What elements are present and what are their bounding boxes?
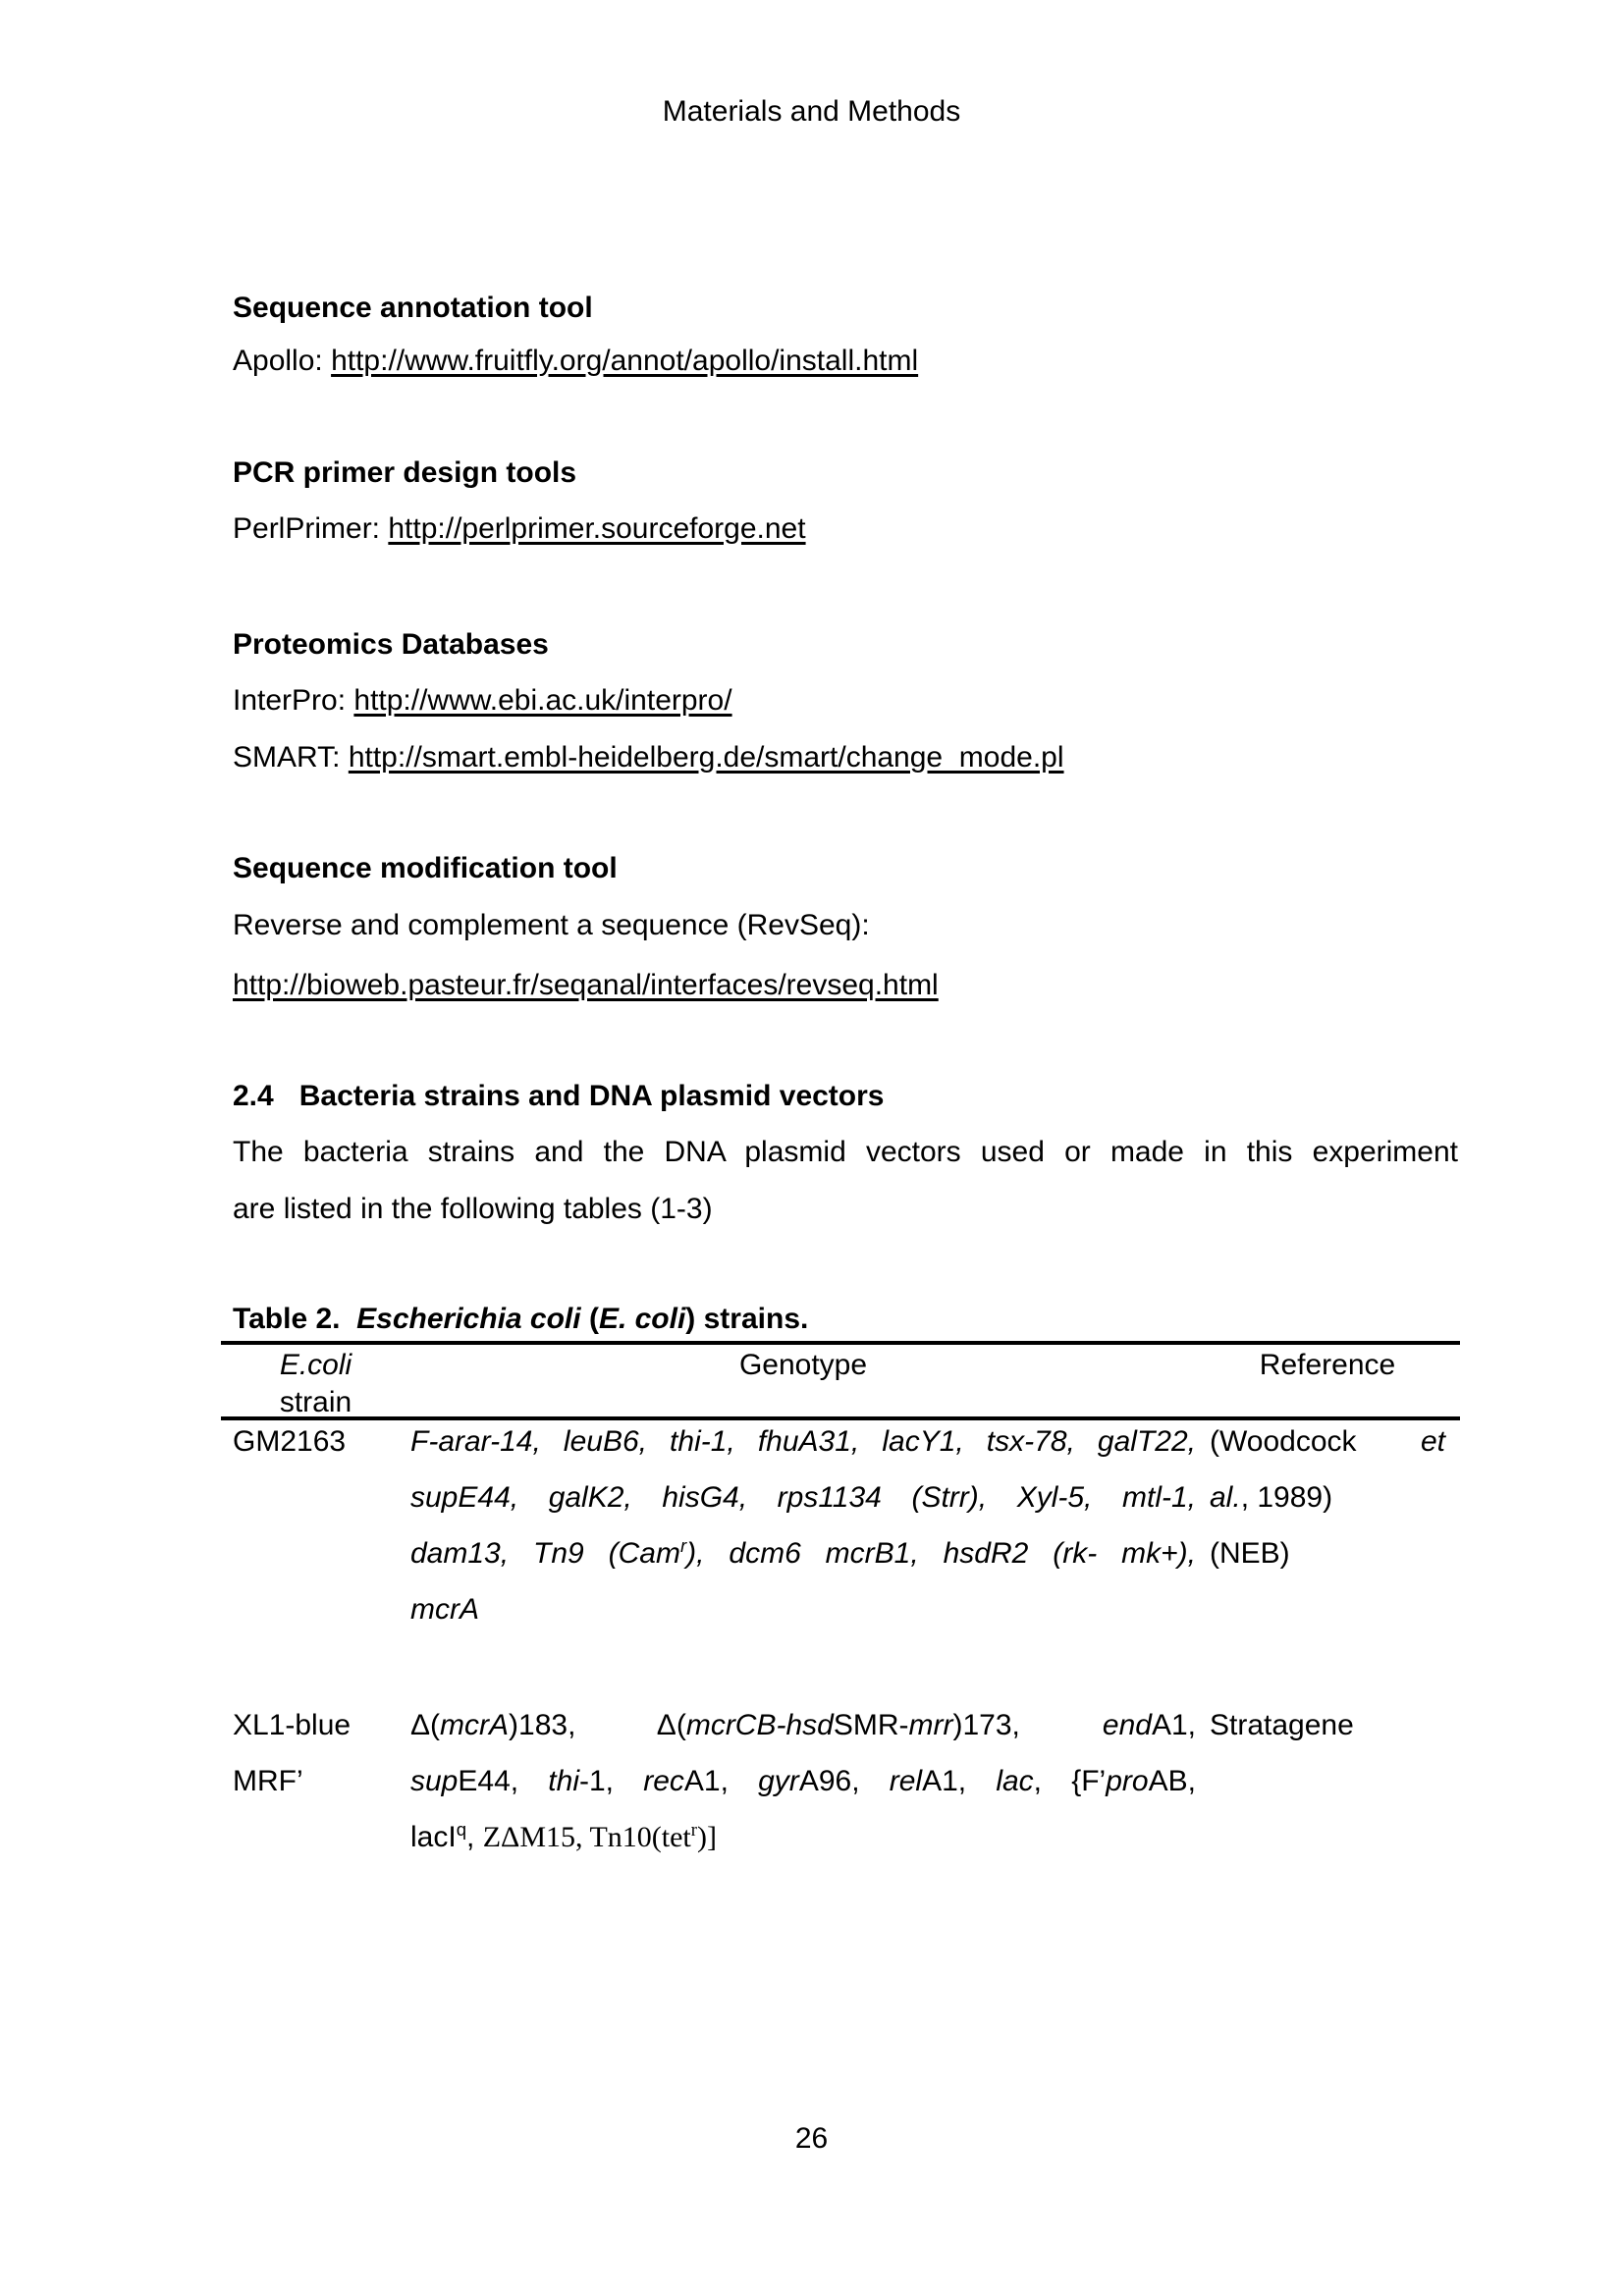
table-row-gm2163-genotype	[410, 1414, 1196, 1637]
interpro-link[interactable]: http://www.ebi.ac.uk/interpro/	[353, 684, 732, 717]
table-row-xl1blue-genotype	[410, 1697, 1196, 1865]
running-head: Materials and Methods	[662, 95, 961, 128]
table-row-xl1blue-strain	[233, 1697, 409, 1809]
apollo-link[interactable]: http://www.fruitfly.org/annot/apollo/install.html	[331, 345, 919, 377]
paragraph-line-1: The bacteria strains and the DNA plasmid vectors used or made in this experiment	[233, 1136, 1458, 1168]
entry-apollo	[233, 343, 918, 380]
perlprimer-link[interactable]: http://perlprimer.sourceforge.net	[388, 512, 806, 545]
table-row-xl1blue-reference	[1210, 1697, 1445, 1753]
genotype-line: F-arar-14, leuB6, thi-1, fhuA31, lacY1, tsx-78, galT22,	[410, 1425, 1196, 1458]
genotype-line: lacI$^q$, ZΔM15, Tn10(tet$^r$)]	[410, 1819, 717, 1853]
heading-pcr-primer-design-tools: PCR primer design tools	[233, 456, 577, 489]
revseq-intro: Reverse and complement a sequence (RevSeq):	[233, 909, 870, 941]
interpro-label: InterPro:	[233, 684, 354, 717]
table-header-strain	[221, 1347, 410, 1421]
smart-label: SMART:	[233, 741, 349, 774]
perlprimer-label: PerlPrimer:	[233, 512, 389, 545]
table-top-rule	[221, 1341, 1460, 1345]
genotype-line: dam13, Tn9 (Cam$^r$), dcm6 mcrB1, hsdR2 (rk- mk+),	[410, 1535, 1196, 1570]
table-header-strain-line2: strain	[279, 1386, 352, 1418]
paragraph-line-2: are listed in the following tables (1-3)	[233, 1193, 713, 1225]
reference-line: al., 1989)	[1210, 1481, 1333, 1514]
reference-line: Stratagene	[1210, 1709, 1354, 1741]
entry-smart	[233, 739, 1064, 776]
genotype-line: mcrA	[410, 1593, 479, 1626]
strain-name-line2: MRF’	[233, 1765, 303, 1797]
table-caption: Table 2. Escherichia coli (E. coli) strains.	[233, 1303, 809, 1335]
revseq-link[interactable]: http://bioweb.pasteur.fr/seqanal/interfaces/revseq.html	[233, 969, 939, 1001]
table-row-gm2163-strain	[233, 1414, 409, 1469]
smart-link[interactable]: http://smart.embl-heidelberg.de/smart/change_mode.pl	[348, 741, 1064, 774]
apollo-label: Apollo:	[233, 345, 332, 377]
page-number: 26	[794, 2122, 829, 2155]
heading-sequence-modification-tool: Sequence modification tool	[233, 852, 618, 884]
heading-2-4	[233, 1078, 885, 1115]
reference-line: (NEB)	[1210, 1537, 1290, 1570]
entry-interpro	[233, 682, 732, 720]
entry-revseq	[233, 967, 939, 1004]
genotype-line: Δ(mcrA)183, Δ(mcrCB-hsdSMR-mrr)173, endA1,	[410, 1709, 1196, 1741]
section-title: Bacteria strains and DNA plasmid vectors	[298, 1080, 885, 1112]
genotype-line: supE44, galK2, hisG4, rps1134 (Strr), Xyl-5, mtl-1,	[410, 1481, 1196, 1514]
genotype-line: supE44, thi-1, recA1, gyrA96, relA1, lac, {F’proAB,	[410, 1765, 1196, 1797]
entry-perlprimer	[233, 510, 806, 548]
table-row-gm2163-reference	[1210, 1414, 1445, 1581]
reference-line: (Woodcock et	[1210, 1425, 1445, 1458]
table-header-genotype: Genotype	[738, 1349, 868, 1381]
table-header-strain-line1: E.coli	[279, 1349, 352, 1381]
strain-name-line1: XL1-blue	[233, 1709, 352, 1741]
table-header-reference: Reference	[1259, 1349, 1396, 1381]
strain-name: GM2163	[233, 1425, 347, 1458]
heading-sequence-annotation-tool: Sequence annotation tool	[233, 292, 593, 324]
heading-proteomics-databases: Proteomics Databases	[233, 628, 549, 661]
section-number: 2.4	[233, 1080, 274, 1112]
